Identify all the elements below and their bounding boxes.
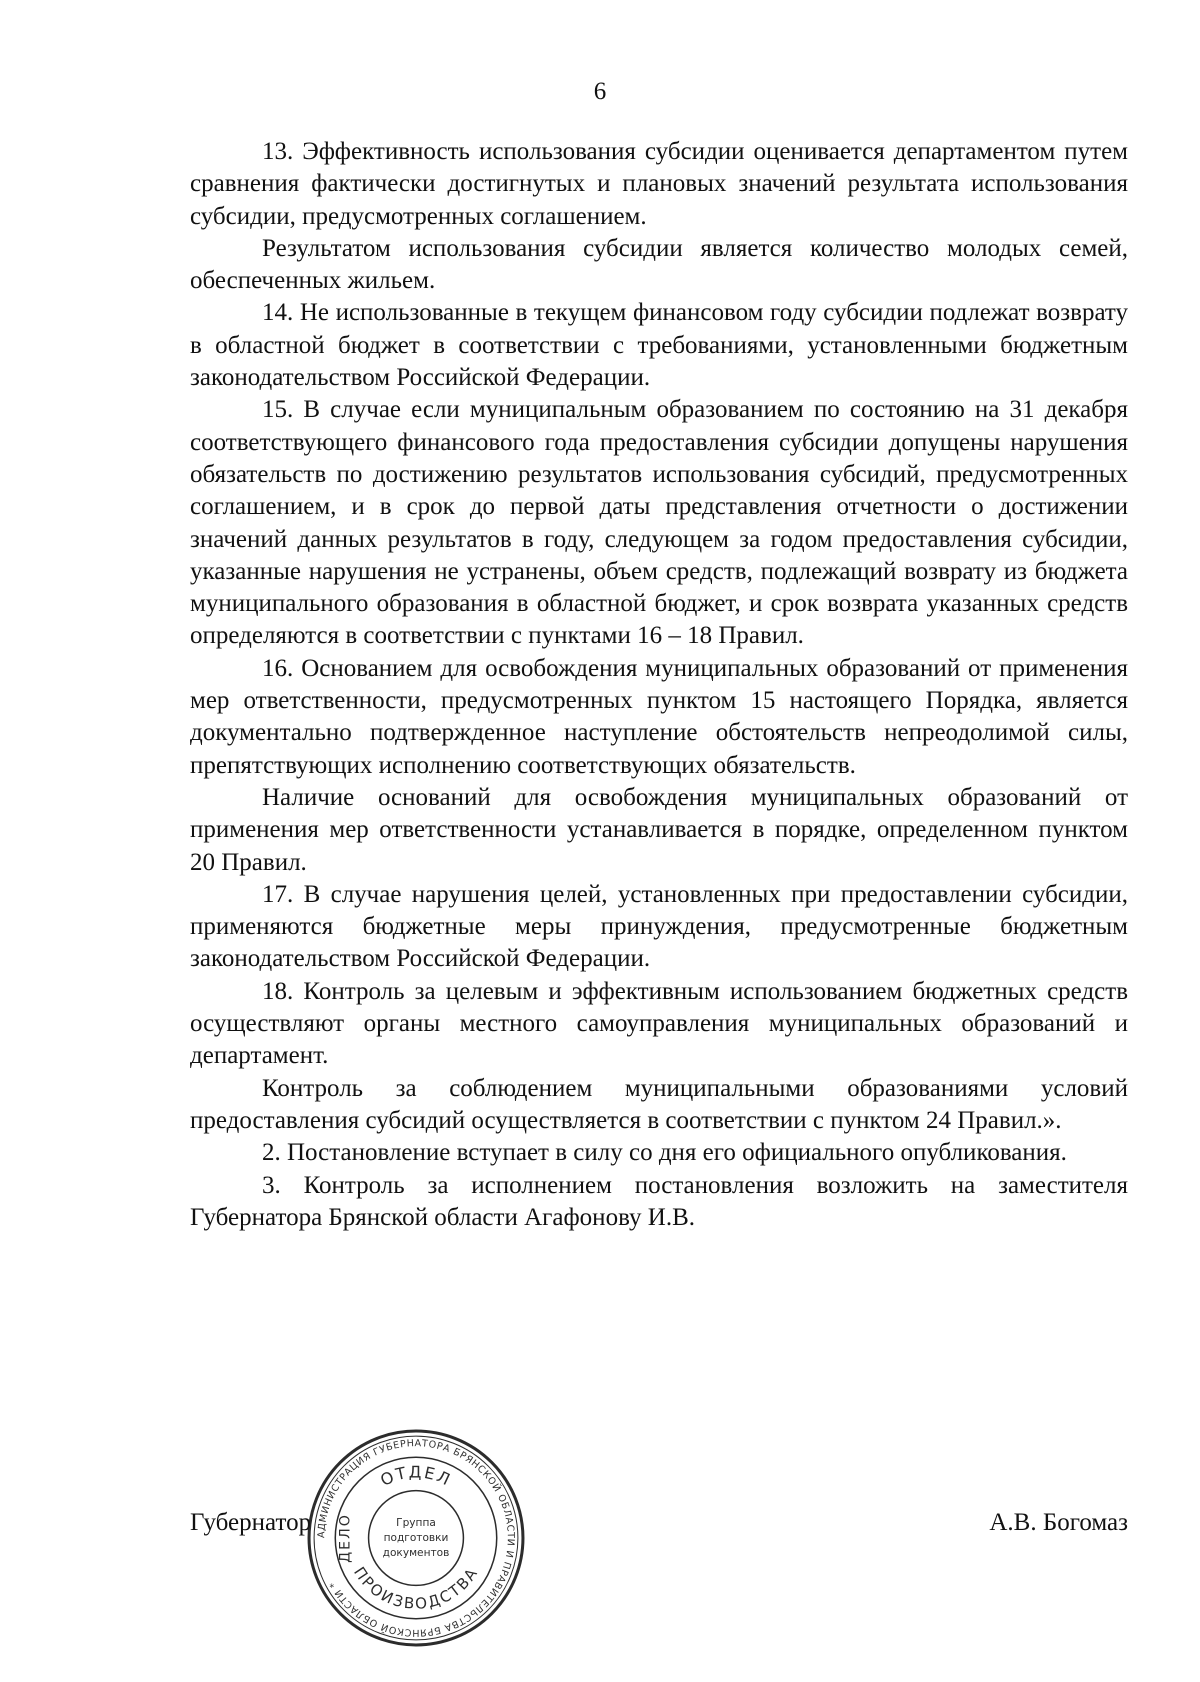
paragraph-13: 13. Эффективность использования субсидии оценивается департаментом путем сравнения фактически достигнутых и плановых значений результата использования субсидии, предусмотренных соглашением. xyxy=(190,138,1128,230)
paragraph-16-grounds: Наличие оснований для освобождения муниципальных образований от применения мер ответственности устанавливается в порядке, определенном пунктом 20 Правил. xyxy=(190,783,1128,876)
stamp-ring-bottom-text xyxy=(350,1564,482,1613)
signatory-title: Губернатор xyxy=(190,1509,312,1536)
paragraph-18-control: Контроль за соблюдением муниципальными образованиями условий предоставления субсидий осуществляется в соответствии с пунктом 24 Правил.». xyxy=(190,1074,1128,1134)
paragraph-2-effective: 2. Постановление вступает в силу со дня его официального опубликования. xyxy=(262,1139,1067,1167)
stamp-ring-left-text: ДЕЛО xyxy=(337,1513,354,1563)
paragraph-14: 14. Не использованные в текущем финансовом году субсидии подлежат возврату в областной бюджет в соответствии с требованиями, установленными бюджетным законодательством Российской Федерации. xyxy=(190,299,1128,392)
document-body xyxy=(190,136,1128,1234)
stamp-ring-top-text xyxy=(377,1462,454,1489)
paragraph-18: 18. Контроль за целевым и эффективным использованием бюджетных средств осуществляют органы местного самоуправления муниципальных образований и департамент. xyxy=(190,977,1128,1070)
paragraph-3-control: 3. Контроль за исполнением постановления возложить на заместителя Губернатора Брянской области Агафонову И.В. xyxy=(190,1171,1128,1231)
stamp-center-line-2: подготовки xyxy=(383,1532,449,1545)
stamp-center-line-3: документов xyxy=(382,1547,450,1560)
stamp-ring-top-textpath: ОТДЕЛ xyxy=(377,1462,455,1490)
paragraph-16: 16. Основанием для освобождения муниципальных образований от применения мер ответственности, предусмотренных пунктом 15 настоящего Порядка, является документально подтвержденное наступление обстоятельств непреодолимой силы, препятствующих исполнению соответствующих обязательств. xyxy=(190,654,1128,779)
stamp-ring-bottom-textpath: ПРОИЗВОДСТВА xyxy=(350,1563,482,1613)
stamp-center-line-1: Группа xyxy=(396,1516,436,1529)
paragraph-15: 15. В случае если муниципальным образованием по состоянию на 31 декабря соответствующего финансового года предоставления субсидии допущены нарушения обязательств по достижению результатов использования субсидий, предусмотренных соглашением, и в срок до первой даты представления отчетности о достижении значений данных результатов в году, следующем за годом предоставления субсидии, указанные нарушения не устранены, объем средств, подлежащий возврату из бюджета муниципального образования в областной бюджет, и срок возврата указанных средств определяются в соответствии с пунктами 16 – 18 Правил. xyxy=(190,396,1128,650)
official-stamp xyxy=(305,1427,527,1649)
page-number: 6 xyxy=(593,78,607,105)
paragraph-13-result: Результатом использования субсидии является количество молодых семей, обеспеченных жильем. xyxy=(190,234,1128,295)
paragraph-17: 17. В случае нарушения целей, установленных при предоставлении субсидии, применяются бюджетные меры принуждения, предусмотренные бюджетным законодательством Российской Федерации. xyxy=(190,880,1128,973)
stamp-outer-textpath: АДМИНИСТРАЦИЯ ГУБЕРНАТОРА БРЯНСКОЙ ОБЛАСТИ И ПРАВИТЕЛЬСТВА БРЯНСКОЙ ОБЛАСТИ * xyxy=(316,1438,516,1638)
signatory-name: А.В. Богомаз xyxy=(989,1509,1128,1536)
